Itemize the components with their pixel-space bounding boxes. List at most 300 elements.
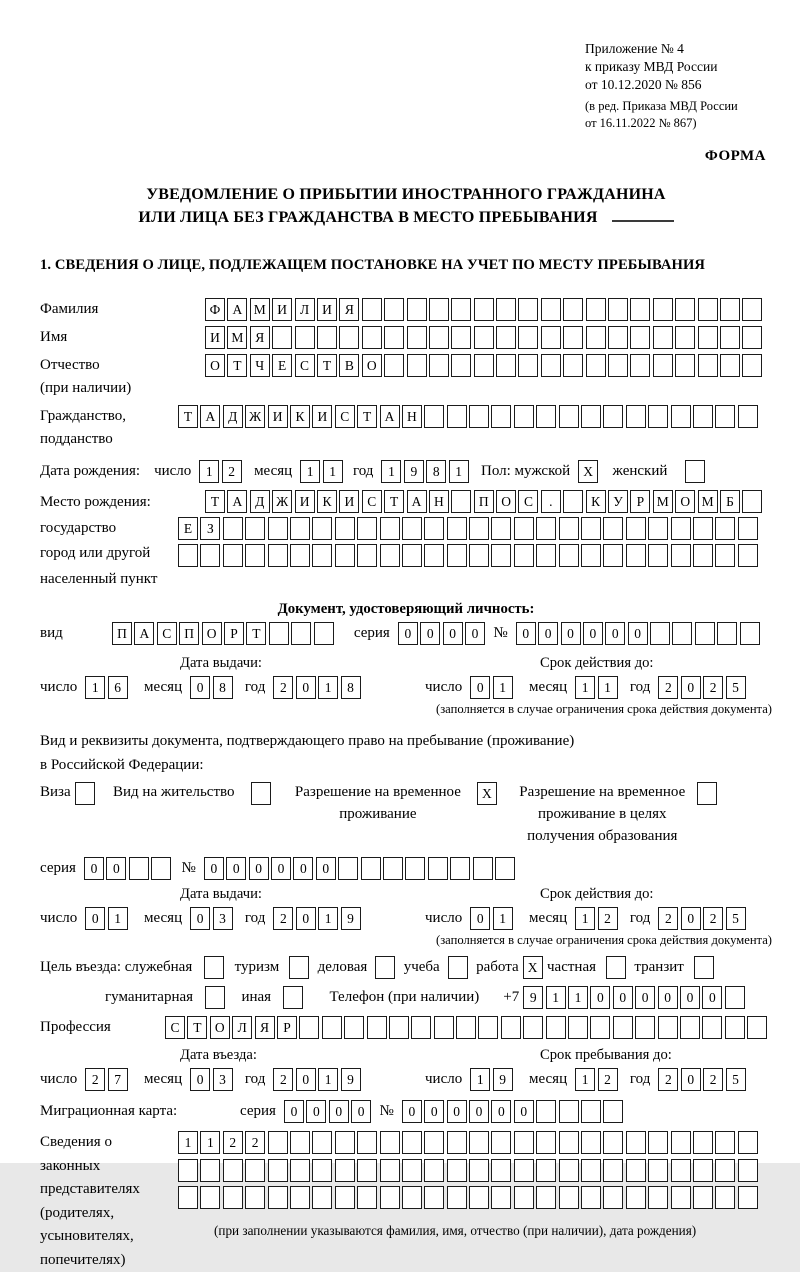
char-box [675, 354, 695, 377]
citizenship-boxes [178, 405, 760, 428]
char-box [469, 1186, 489, 1209]
char-box [451, 326, 471, 349]
char-box [491, 1159, 511, 1182]
char-box [424, 1131, 444, 1154]
char-box: 0 [443, 622, 463, 645]
char-box [384, 354, 404, 377]
doc-valid-month-boxes [575, 676, 620, 699]
res-issue-day-boxes [85, 907, 130, 930]
char-box [635, 1016, 655, 1039]
char-box [742, 490, 762, 513]
char-box: 0 [681, 907, 701, 930]
char-box [671, 517, 691, 540]
char-box [151, 857, 171, 880]
char-box [536, 1100, 556, 1123]
char-box [715, 1159, 735, 1182]
char-box: 0 [190, 1068, 210, 1091]
char-box: 5 [726, 676, 746, 699]
char-box [581, 544, 601, 567]
char-box [630, 326, 650, 349]
char-box [608, 298, 628, 321]
char-box [290, 1159, 310, 1182]
char-box: 0 [296, 907, 316, 930]
char-box [702, 1016, 722, 1039]
char-box [380, 544, 400, 567]
char-box: 0 [204, 857, 224, 880]
annex-line: к приказу МВД России [585, 59, 718, 74]
birth-day-boxes [199, 460, 244, 483]
char-box [658, 1016, 678, 1039]
char-box: О [362, 354, 382, 377]
char-box [715, 517, 735, 540]
char-box [429, 354, 449, 377]
char-box [402, 517, 422, 540]
char-box [424, 517, 444, 540]
char-box: С [335, 405, 355, 428]
char-box: 6 [108, 676, 128, 699]
char-box: 1 [575, 1068, 595, 1091]
char-box [581, 1100, 601, 1123]
checkbox [694, 956, 714, 979]
char-box [335, 1159, 355, 1182]
char-box: И [339, 490, 359, 513]
char-box [290, 517, 310, 540]
char-box [626, 517, 646, 540]
char-box [223, 517, 243, 540]
char-box: 1 [199, 460, 219, 483]
char-box: 1 [318, 676, 338, 699]
mig-series-label: серия [240, 1103, 276, 1119]
checkbox [685, 460, 705, 483]
char-box [312, 544, 332, 567]
stay-year-boxes [658, 1068, 748, 1091]
char-box [383, 857, 403, 880]
char-box [603, 1131, 623, 1154]
sex-female-checkbox [685, 460, 707, 483]
day-label: число [154, 463, 192, 479]
purpose-humanitarian-checkbox [205, 986, 227, 1009]
char-box: 0 [402, 1100, 422, 1123]
char-box [559, 1186, 579, 1209]
phone-boxes [523, 986, 747, 1009]
legal-row1-boxes [178, 1131, 760, 1154]
char-box: Ч [250, 354, 270, 377]
annex-line: от 10.12.2020 № 856 [585, 77, 702, 92]
purpose-transit-checkbox [694, 956, 716, 979]
char-box [367, 1016, 387, 1039]
checkbox [75, 782, 95, 805]
char-box: 9 [523, 986, 543, 1009]
char-box [715, 405, 735, 428]
char-box [469, 517, 489, 540]
char-box [742, 298, 762, 321]
char-box: С [518, 490, 538, 513]
char-box: М [698, 490, 718, 513]
char-box: 1 [178, 1131, 198, 1154]
char-box [675, 298, 695, 321]
char-box [268, 1159, 288, 1182]
char-box [698, 298, 718, 321]
stay-month-boxes [575, 1068, 620, 1091]
char-box [563, 298, 583, 321]
patronymic-label: Отчество (при наличии) [40, 357, 132, 396]
char-box: 1 [575, 907, 595, 930]
char-box [424, 544, 444, 567]
char-box [559, 1159, 579, 1182]
char-box [742, 326, 762, 349]
year-label: год [352, 463, 374, 479]
char-box: 0 [538, 622, 558, 645]
char-box: 2 [273, 676, 293, 699]
char-box [738, 544, 758, 567]
char-box [456, 1016, 476, 1039]
char-box: 2 [245, 1131, 265, 1154]
char-box [474, 326, 494, 349]
char-box [389, 1016, 409, 1039]
char-box: И [312, 405, 332, 428]
char-box [581, 405, 601, 428]
purpose-other-checkbox [283, 986, 305, 1009]
char-box [491, 517, 511, 540]
char-box: 3 [213, 1068, 233, 1091]
char-box [626, 405, 646, 428]
birth-year-boxes [381, 460, 471, 483]
char-box: 0 [605, 622, 625, 645]
purpose-study-checkbox [448, 956, 470, 979]
char-box: Т [384, 490, 404, 513]
char-box: 1 [493, 676, 513, 699]
title-blank-line [612, 220, 674, 222]
char-box [424, 1159, 444, 1182]
char-box [698, 326, 718, 349]
profession-boxes [165, 1016, 770, 1039]
sex-male-label: Пол: мужской [481, 463, 571, 479]
annex-edit-line: от 16.11.2022 № 867) [585, 116, 697, 130]
char-box [447, 1186, 467, 1209]
purpose-tourism-option: туризм [235, 956, 312, 979]
birthdate-label: Дата рождения: [40, 463, 141, 479]
char-box [693, 1159, 713, 1182]
char-box: 1 [575, 676, 595, 699]
char-box: С [295, 354, 315, 377]
annex-reference [585, 40, 772, 132]
char-box: 0 [296, 676, 316, 699]
residence-permit-option: Вид на жительство [113, 781, 273, 805]
char-box: 0 [84, 857, 104, 880]
char-box: 0 [284, 1100, 304, 1123]
char-box [200, 544, 220, 567]
char-box [447, 1159, 467, 1182]
char-box: 7 [108, 1068, 128, 1091]
res-valid-day-boxes [470, 907, 515, 930]
checkbox [375, 956, 395, 979]
char-box [563, 326, 583, 349]
char-box [380, 1131, 400, 1154]
char-box: Р [224, 622, 244, 645]
char-box [586, 326, 606, 349]
char-box: 1 [200, 1131, 220, 1154]
entry-day-boxes [85, 1068, 130, 1091]
checkbox: X [477, 782, 497, 805]
char-box [608, 326, 628, 349]
annex-edit-line: (в ред. Приказа МВД России [585, 99, 738, 113]
char-box [491, 1131, 511, 1154]
char-box [536, 405, 556, 428]
checkbox [205, 986, 225, 1009]
char-box [608, 354, 628, 377]
char-box [245, 1159, 265, 1182]
char-box [178, 1159, 198, 1182]
char-box: Е [272, 354, 292, 377]
char-box: С [165, 1016, 185, 1039]
char-box: 0 [296, 1068, 316, 1091]
char-box [312, 1186, 332, 1209]
char-box [738, 517, 758, 540]
char-box: В [339, 354, 359, 377]
char-box: 1 [85, 676, 105, 699]
char-box [648, 1131, 668, 1154]
char-box [695, 622, 715, 645]
char-box [447, 1131, 467, 1154]
birthplace-row3-boxes [178, 544, 765, 567]
char-box [357, 544, 377, 567]
checkbox: X [578, 460, 598, 483]
char-box: 0 [190, 676, 210, 699]
resdoc-intro: Вид и реквизиты документа, подтверждающего право на пребывание (проживание) в Российской Федерации: [40, 733, 575, 773]
char-box [671, 1186, 691, 1209]
char-box [514, 544, 534, 567]
char-box [344, 1016, 364, 1039]
char-box: 0 [316, 857, 336, 880]
char-box: 0 [106, 857, 126, 880]
char-box: . [541, 490, 561, 513]
char-box [469, 1159, 489, 1182]
char-box [536, 1186, 556, 1209]
char-box: А [227, 298, 247, 321]
checkbox: X [523, 956, 543, 979]
char-box: К [290, 405, 310, 428]
char-box: 0 [681, 1068, 701, 1091]
char-box [223, 1159, 243, 1182]
checkbox [448, 956, 468, 979]
char-box [451, 490, 471, 513]
surname-label: Фамилия [40, 301, 99, 317]
checkbox [204, 956, 224, 979]
profession-label: Профессия [40, 1019, 111, 1035]
char-box [581, 1159, 601, 1182]
char-box: Р [630, 490, 650, 513]
char-box: 2 [598, 1068, 618, 1091]
purpose-transit-option: транзит [634, 956, 716, 979]
checkbox [289, 956, 309, 979]
char-box [429, 298, 449, 321]
form-title-line1: УВЕДОМЛЕНИЕ О ПРИБЫТИИ ИНОСТРАННОГО ГРАЖДАНИНА [146, 186, 666, 203]
stay-until-group: Срок пребывания до: число 1 9 месяц 1 2 год 2 0 2 5 [425, 1047, 772, 1091]
char-box [514, 1131, 534, 1154]
char-box: 1 [493, 907, 513, 930]
char-box [200, 1159, 220, 1182]
char-box: 0 [635, 986, 655, 1009]
char-box [451, 298, 471, 321]
char-box [671, 405, 691, 428]
char-box [178, 544, 198, 567]
char-box [514, 405, 534, 428]
char-box: Т [227, 354, 247, 377]
char-box: 0 [351, 1100, 371, 1123]
char-box: 0 [583, 622, 603, 645]
char-box [268, 1186, 288, 1209]
char-box [603, 1159, 623, 1182]
char-box: 0 [658, 986, 678, 1009]
char-box [581, 1186, 601, 1209]
char-box: 0 [85, 907, 105, 930]
char-box [693, 1186, 713, 1209]
char-box: 1 [318, 1068, 338, 1091]
purpose-other-option: иная [241, 986, 305, 1009]
char-box: 3 [213, 907, 233, 930]
char-box: 1 [381, 460, 401, 483]
char-box: И [205, 326, 225, 349]
char-box: Л [232, 1016, 252, 1039]
char-box: 2 [222, 460, 242, 483]
doc-issue-year-boxes [273, 676, 363, 699]
char-box [626, 1186, 646, 1209]
char-box [245, 1186, 265, 1209]
doc-type-boxes [112, 622, 336, 645]
char-box [738, 1131, 758, 1154]
char-box: 0 [469, 1100, 489, 1123]
forma-label: ФОРМА [704, 148, 766, 164]
char-box [518, 326, 538, 349]
char-box: 0 [271, 857, 291, 880]
char-box [269, 622, 289, 645]
char-box: Н [402, 405, 422, 428]
validity-note: (заполняется в случае ограничения срока действия документа) [436, 702, 772, 716]
char-box: 8 [426, 460, 446, 483]
res-series-label: серия [40, 860, 76, 876]
char-box [671, 1159, 691, 1182]
char-box: 9 [341, 1068, 361, 1091]
mig-series-boxes [284, 1100, 374, 1123]
name-boxes [205, 326, 765, 349]
res-issue-date-group: Дата выдачи: число 0 1 месяц 0 3 год 2 0 1 9 [40, 886, 425, 930]
char-box [223, 544, 243, 567]
char-box [648, 405, 668, 428]
char-box: С [157, 622, 177, 645]
char-box [402, 544, 422, 567]
char-box [581, 1131, 601, 1154]
char-box: 0 [590, 986, 610, 1009]
char-box: А [227, 490, 247, 513]
res-number-label: № [181, 860, 196, 876]
entry-date-group: Дата въезда: число 2 7 месяц 0 3 год 2 0 1 9 [40, 1047, 425, 1091]
char-box: 2 [658, 907, 678, 930]
char-box: 1 [568, 986, 588, 1009]
char-box [447, 517, 467, 540]
char-box [495, 857, 515, 880]
char-box [514, 517, 534, 540]
char-box [268, 1131, 288, 1154]
char-box [715, 1186, 735, 1209]
char-box: 0 [681, 676, 701, 699]
char-box: Я [339, 298, 359, 321]
char-box: И [268, 405, 288, 428]
legal-note: (при заполнении указываются фамилия, имя, отчество (при наличии), дата рождения) [214, 1223, 697, 1238]
char-box [429, 326, 449, 349]
char-box [653, 354, 673, 377]
char-box [223, 1186, 243, 1209]
char-box [402, 1186, 422, 1209]
mig-number-boxes [402, 1100, 626, 1123]
char-box: А [380, 405, 400, 428]
char-box [129, 857, 149, 880]
char-box: О [210, 1016, 230, 1039]
char-box [536, 517, 556, 540]
legal-boxes-column [178, 1131, 760, 1239]
purpose-business-checkbox [375, 956, 397, 979]
char-box [469, 1131, 489, 1154]
char-box [672, 622, 692, 645]
char-box [648, 1159, 668, 1182]
char-box: 9 [493, 1068, 513, 1091]
char-box [268, 544, 288, 567]
char-box: Ж [272, 490, 292, 513]
char-box: М [250, 298, 270, 321]
char-box: 8 [341, 676, 361, 699]
char-box [338, 857, 358, 880]
char-box: Т [178, 405, 198, 428]
char-box [559, 1131, 579, 1154]
legal-representatives-block [40, 1131, 772, 1272]
purpose-official-option: Цель въезда: служебная [40, 956, 227, 979]
char-box [720, 298, 740, 321]
doc-series-label: серия [353, 625, 390, 641]
char-box: 2 [85, 1068, 105, 1091]
char-box: 0 [470, 907, 490, 930]
char-box [536, 1131, 556, 1154]
rvp-option: Разрешение на временное проживание X [295, 781, 499, 825]
char-box: 0 [680, 986, 700, 1009]
char-box [407, 326, 427, 349]
purpose-business-option: деловая [318, 956, 398, 979]
char-box [680, 1016, 700, 1039]
char-box: Т [205, 490, 225, 513]
char-box [603, 1186, 623, 1209]
char-box [536, 544, 556, 567]
char-box: 0 [329, 1100, 349, 1123]
char-box [322, 1016, 342, 1039]
section1-heading: 1. СВЕДЕНИЯ О ЛИЦЕ, ПОДЛЕЖАЩЕМ ПОСТАНОВКЕ НА УЧЕТ ПО МЕСТУ ПРЕБЫВАНИЯ [40, 257, 706, 273]
char-box [648, 1186, 668, 1209]
purpose-humanitarian-option: гуманитарная [105, 986, 227, 1009]
issue-date-label: Дата выдачи: [180, 655, 262, 671]
char-box: 0 [613, 986, 633, 1009]
char-box [563, 490, 583, 513]
res-series-boxes [84, 857, 174, 880]
char-box [317, 326, 337, 349]
purpose-private-option: частная [547, 956, 628, 979]
char-box [428, 857, 448, 880]
char-box [291, 622, 311, 645]
char-box: 2 [273, 907, 293, 930]
char-box: П [112, 622, 132, 645]
char-box: 1 [546, 986, 566, 1009]
char-box [268, 517, 288, 540]
char-box [715, 544, 735, 567]
char-box [473, 857, 493, 880]
char-box [357, 1186, 377, 1209]
char-box [474, 354, 494, 377]
